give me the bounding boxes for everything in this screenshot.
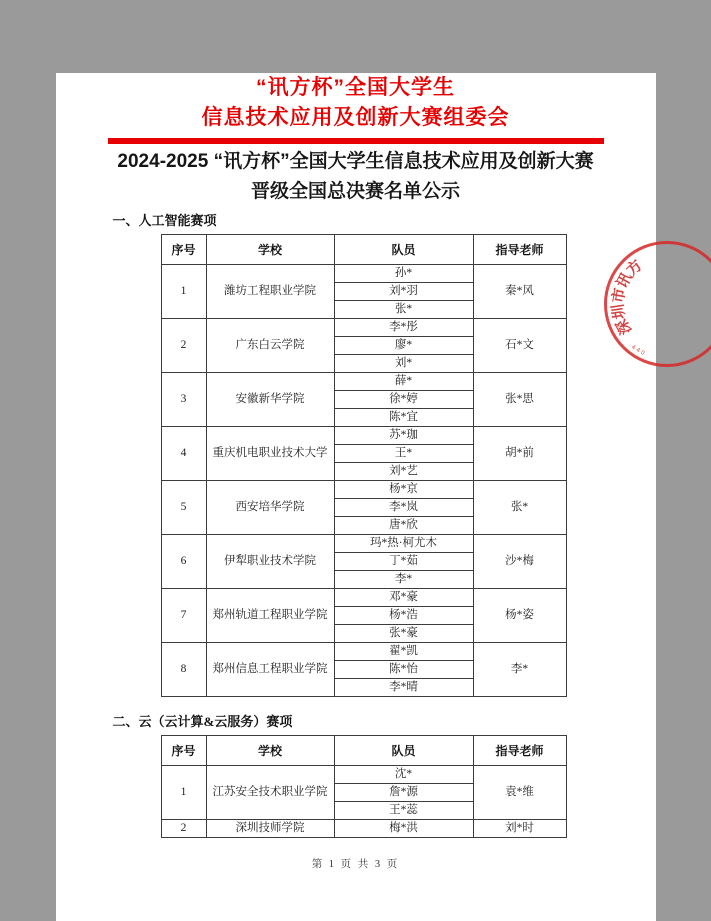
member-name: 苏*珈 xyxy=(334,427,473,445)
member-name: 王* xyxy=(334,445,473,463)
table-row xyxy=(161,427,566,445)
document-title xyxy=(56,147,656,207)
organizer-title-line1: “讯方杯”全国大学生 xyxy=(56,73,656,103)
column-header: 指导老师 xyxy=(473,235,566,265)
row-number: 3 xyxy=(161,373,206,427)
table-row xyxy=(161,373,566,391)
teacher-name: 袁*维 xyxy=(473,766,566,820)
table-row xyxy=(161,265,566,283)
school-name: 郑州信息工程职业学院 xyxy=(206,643,334,697)
seal-arc-character: 圳 xyxy=(609,301,630,322)
row-number: 8 xyxy=(161,643,206,697)
member-name: 薛* xyxy=(334,373,473,391)
school-name: 郑州轨道工程职业学院 xyxy=(206,589,334,643)
member-name: 廖* xyxy=(334,337,473,355)
teacher-name: 杨*姿 xyxy=(473,589,566,643)
school-name: 江苏安全技术职业学院 xyxy=(206,766,334,820)
member-name: 徐*婷 xyxy=(334,391,473,409)
section-heading-ai: 一、人工智能赛项 xyxy=(113,210,656,229)
teacher-name: 张* xyxy=(473,481,566,535)
seal-arc-character: 方 xyxy=(622,256,647,281)
table-row xyxy=(161,319,566,337)
column-header: 队员 xyxy=(334,235,473,265)
row-number: 2 xyxy=(161,319,206,373)
letterhead-rule xyxy=(108,138,604,144)
row-number: 5 xyxy=(161,481,206,535)
table-row xyxy=(161,589,566,607)
school-name: 安徽新华学院 xyxy=(206,373,334,427)
row-number: 6 xyxy=(161,535,206,589)
document-title-line2: 晋级全国总决赛名单公示 xyxy=(56,177,656,207)
row-number: 7 xyxy=(161,589,206,643)
school-name: 伊犁职业技术学院 xyxy=(206,535,334,589)
member-name: 陈*宜 xyxy=(334,409,473,427)
column-header: 序号 xyxy=(161,235,206,265)
section-heading-cloud: 二、云（云计算&云服务）赛项 xyxy=(113,711,656,730)
member-name: 唐*欣 xyxy=(334,517,473,535)
member-name: 李* xyxy=(334,571,473,589)
column-header: 学校 xyxy=(206,736,334,766)
column-header: 指导老师 xyxy=(473,736,566,766)
member-name: 杨*京 xyxy=(334,481,473,499)
member-name: 丁*茹 xyxy=(334,553,473,571)
table-row xyxy=(161,481,566,499)
member-name: 张*豪 xyxy=(334,625,473,643)
cloud-competition-table xyxy=(161,735,567,838)
seal-serial-number: 440 xyxy=(626,342,651,361)
teacher-name: 李* xyxy=(473,643,566,697)
member-name: 杨*浩 xyxy=(334,607,473,625)
row-number: 2 xyxy=(161,820,206,838)
table-row xyxy=(161,643,566,661)
member-name: 玛*热·柯尤木 xyxy=(334,535,473,553)
member-name: 刘*羽 xyxy=(334,283,473,301)
seal-arc-character: 讯 xyxy=(612,268,636,292)
teacher-name: 刘*时 xyxy=(473,820,566,838)
ai-competition-table xyxy=(161,234,567,697)
table-row xyxy=(161,766,566,784)
column-header: 队员 xyxy=(334,736,473,766)
school-name: 潍坊工程职业学院 xyxy=(206,265,334,319)
school-name: 西安培华学院 xyxy=(206,481,334,535)
teacher-name: 张*思 xyxy=(473,373,566,427)
member-name: 李*晴 xyxy=(334,679,473,697)
seal-arc-character: 深 xyxy=(612,314,636,338)
member-name: 李*彤 xyxy=(334,319,473,337)
member-name: 沈* xyxy=(334,766,473,784)
member-name: 李*岚 xyxy=(334,499,473,517)
member-name: 邓*豪 xyxy=(334,589,473,607)
column-header: 学校 xyxy=(206,235,334,265)
school-name: 深圳技师学院 xyxy=(206,820,334,838)
member-name: 刘* xyxy=(334,355,473,373)
row-number: 4 xyxy=(161,427,206,481)
seal-arc-character: 市 xyxy=(609,285,630,306)
school-name: 重庆机电职业技术大学 xyxy=(206,427,334,481)
teacher-name: 胡*前 xyxy=(473,427,566,481)
member-name: 刘*艺 xyxy=(334,463,473,481)
table-row xyxy=(161,535,566,553)
organizer-title xyxy=(56,73,656,133)
document-page xyxy=(56,73,656,921)
page-number: 第 1 页 共 3 页 xyxy=(56,856,656,871)
table-row xyxy=(161,820,566,838)
column-header: 序号 xyxy=(161,736,206,766)
member-name: 王*蕊 xyxy=(334,802,473,820)
teacher-name: 石*文 xyxy=(473,319,566,373)
member-name: 翟*凯 xyxy=(334,643,473,661)
member-name: 孙* xyxy=(334,265,473,283)
member-name: 詹*源 xyxy=(334,784,473,802)
row-number: 1 xyxy=(161,265,206,319)
row-number: 1 xyxy=(161,766,206,820)
organizer-title-line2: 信息技术应用及创新大赛组委会 xyxy=(56,103,656,133)
official-seal xyxy=(604,241,711,367)
teacher-name: 沙*梅 xyxy=(473,535,566,589)
member-name: 梅*洪 xyxy=(334,820,473,838)
member-name: 陈*怡 xyxy=(334,661,473,679)
member-name: 张* xyxy=(334,301,473,319)
school-name: 广东白云学院 xyxy=(206,319,334,373)
teacher-name: 秦*风 xyxy=(473,265,566,319)
document-title-line1: 2024-2025 “讯方杯”全国大学生信息技术应用及创新大赛 xyxy=(56,147,656,177)
